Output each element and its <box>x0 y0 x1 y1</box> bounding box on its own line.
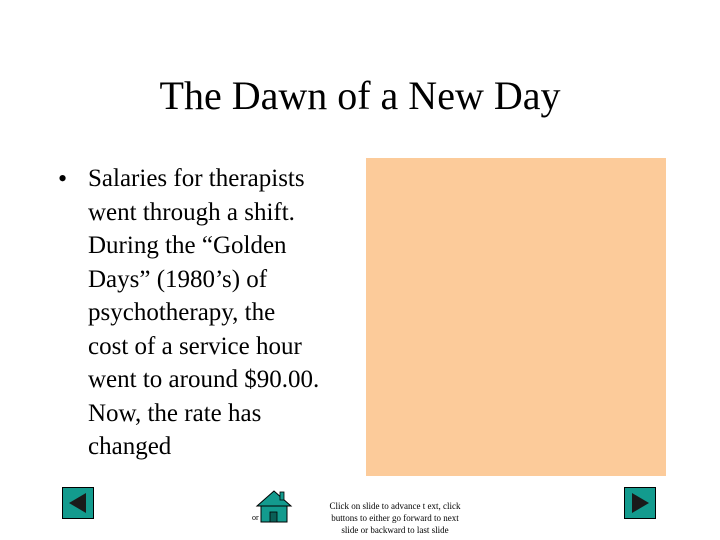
bullet-line: Salaries for therapists <box>88 165 305 192</box>
previous-slide-button[interactable] <box>62 487 94 519</box>
home-icon <box>254 490 294 524</box>
bullet-line: During the “Golden <box>88 232 287 259</box>
bullet-text <box>88 162 360 464</box>
slide-title: The Dawn of a New Day <box>159 73 561 118</box>
caption-line: buttons to either go forward to next <box>331 513 459 523</box>
bullet-line: went to around $90.00. <box>88 366 320 393</box>
bullet-line: Now, the rate has <box>88 399 262 427</box>
home-button[interactable] <box>254 490 294 524</box>
bullet-line: Days” (1980’s) of <box>88 265 268 293</box>
left-arrow-icon <box>63 488 93 518</box>
navigation-instructions <box>300 500 490 536</box>
right-arrow-icon <box>625 488 655 518</box>
bullet-line: went through a shift. <box>88 198 295 226</box>
bullet-marker: • <box>58 164 68 193</box>
caption-line: slide or backward to last slide <box>341 525 449 535</box>
image-placeholder <box>366 158 666 476</box>
home-label-fragment: or <box>252 513 259 522</box>
bullet-line: psychotherapy, the <box>88 299 276 326</box>
bullet-line: cost of a service hour <box>88 332 302 360</box>
next-slide-button[interactable] <box>624 487 656 519</box>
bullet-line: changed <box>88 433 172 460</box>
caption-line: Click on slide to advance t ext, click <box>329 501 461 511</box>
